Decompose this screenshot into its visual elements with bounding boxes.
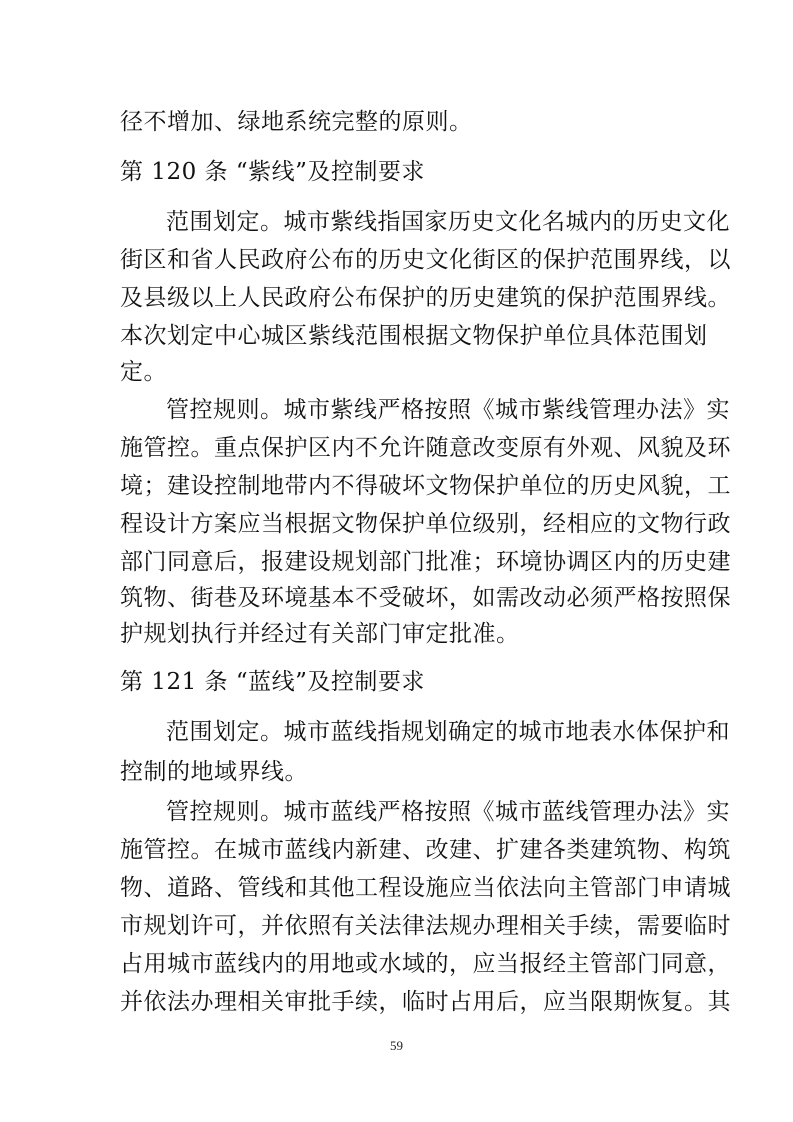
body-line: 范围划定。城市蓝线指规划确定的城市地表水体保护和 bbox=[166, 719, 730, 745]
body-line: 定。 bbox=[120, 359, 167, 385]
body-line: 管控规则。城市蓝线严格按照《城市蓝线管理办法》实 bbox=[166, 799, 730, 825]
body-line: 范围划定。城市紫线指国家历史文化名城内的历史文化 bbox=[166, 209, 730, 235]
body-line: 部门同意后，报建设规划部门批准；环境协调区内的历史建 bbox=[120, 549, 731, 575]
body-line: 控制的地域界线。 bbox=[120, 759, 308, 785]
body-line: 程设计方案应当根据文物保护单位级别，经相应的文物行政 bbox=[120, 511, 731, 537]
body-line: 市规划许可，并依照有关法律法规办理相关手续，需要临时 bbox=[120, 913, 731, 939]
body-line: 本次划定中心城区紫线范围根据文物保护单位具体范围划 bbox=[120, 323, 708, 349]
body-line: 施管控。在城市蓝线内新建、改建、扩建各类建筑物、构筑 bbox=[120, 837, 731, 863]
body-line: 并依法办理相关审批手续，临时占用后，应当限期恢复。其 bbox=[120, 989, 731, 1015]
body-line: 街区和省人民政府公布的历史文化街区的保护范围界线，以 bbox=[120, 247, 731, 273]
body-line: 筑物、街巷及环境基本不受破坏，如需改动必须严格按照保 bbox=[120, 585, 731, 611]
body-line: 径不增加、绿地系统完整的原则。 bbox=[120, 109, 473, 135]
article-heading-121: 第 121 条 “蓝线”及控制要求 bbox=[120, 669, 425, 695]
body-line: 境；建设控制地带内不得破坏文物保护单位的历史风貌，工 bbox=[120, 473, 731, 499]
body-line: 护规划执行并经过有关部门审定批准。 bbox=[120, 621, 520, 647]
article-heading-120: 第 120 条 “紫线”及控制要求 bbox=[120, 159, 425, 185]
body-line: 占用城市蓝线内的用地或水域的，应当报经主管部门同意， bbox=[120, 951, 731, 977]
body-line: 物、道路、管线和其他工程设施应当依法向主管部门申请城 bbox=[120, 875, 731, 901]
body-line: 及县级以上人民政府公布保护的历史建筑的保护范围界线。 bbox=[120, 285, 731, 311]
body-line: 管控规则。城市紫线严格按照《城市紫线管理办法》实 bbox=[166, 397, 730, 423]
page-number: 59 bbox=[390, 1038, 403, 1053]
body-line: 施管控。重点保护区内不允许随意改变原有外观、风貌及环 bbox=[120, 435, 731, 461]
